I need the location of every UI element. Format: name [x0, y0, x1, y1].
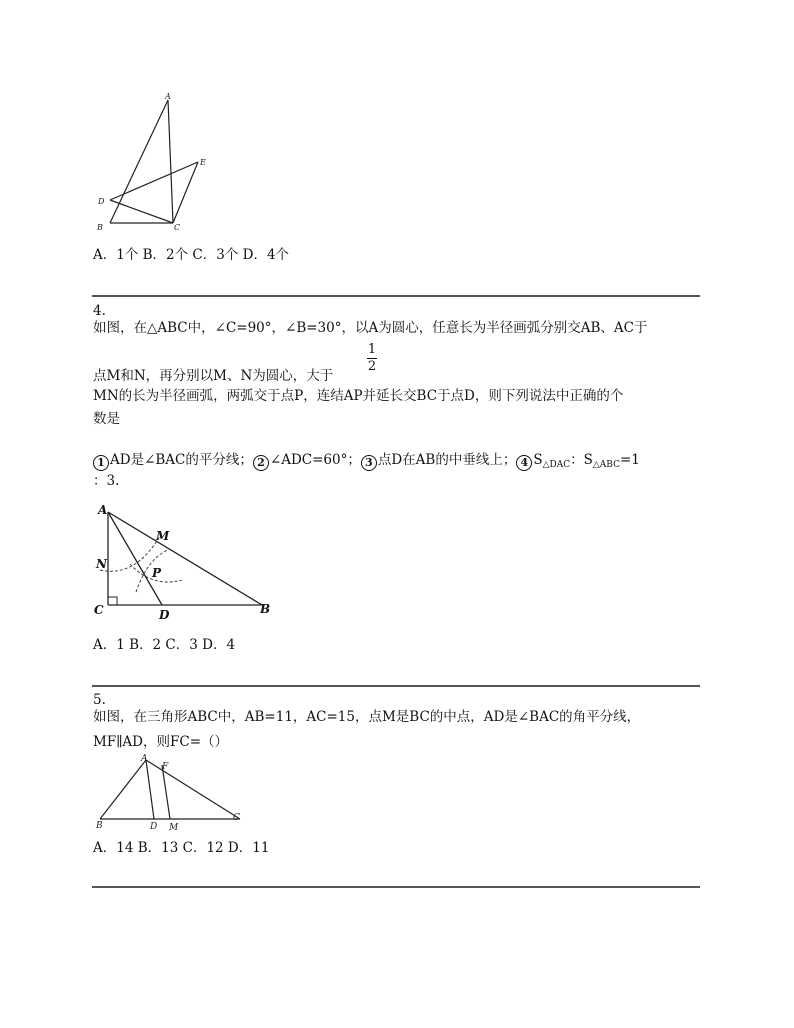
- label-C: C: [233, 813, 240, 823]
- divider-1: [92, 295, 700, 297]
- label-P: P: [152, 566, 162, 580]
- circled-number-3: 3: [361, 455, 377, 471]
- segment-AB: [110, 100, 168, 223]
- statement-2: ∠ADC=60°；: [269, 452, 361, 468]
- segment-AD: [108, 512, 162, 605]
- statement-4-mid: ：S: [570, 452, 593, 468]
- q4-line2: 点M和N，再分别以M、N为圆心，大于: [93, 368, 334, 384]
- segment-AD: [146, 760, 154, 819]
- q5-options: A．14 B．13 C．12 D．11: [93, 840, 270, 856]
- q4-line1: 如图，在△ABC中，∠C=90°，∠B=30°，以A为圆心，任意长为半径画弧分别交AB、AC于: [93, 320, 648, 336]
- circled-number-4: 4: [516, 455, 532, 471]
- q4-figure: [90, 500, 280, 625]
- statement-3: 点D在AB的中垂线上；: [377, 452, 517, 468]
- label-M: M: [169, 823, 179, 833]
- segment-DC: [110, 200, 173, 223]
- q3-figure: [90, 90, 220, 238]
- label-F: F: [162, 762, 169, 772]
- q4-frac-denominator: 2: [367, 359, 377, 374]
- label-M: M: [156, 529, 170, 543]
- statement-1: AD是∠BAC的平分线；: [110, 452, 253, 468]
- label-E: E: [200, 158, 206, 167]
- segment-AB: [108, 512, 262, 605]
- statement-4-sub2: △ABC: [592, 460, 620, 470]
- circled-number-2: 2: [253, 455, 269, 471]
- label-B: B: [97, 223, 103, 232]
- q5-figure: [90, 752, 250, 834]
- segment-AC: [146, 760, 240, 819]
- q5-number: 5.: [93, 692, 106, 708]
- label-C: C: [94, 603, 104, 617]
- label-A: A: [165, 92, 171, 101]
- q4-options: A．1 B．2 C．3 D．4: [93, 637, 236, 653]
- q5-line1: 如图，在三角形ABC中，AB=11，AC=15，点M是BC的中点，AD是∠BAC的角平分线，: [93, 709, 641, 725]
- circled-number-1: 1: [93, 455, 109, 471]
- q3-options: A．1个 B．2个 C．3个 D．4个: [93, 247, 290, 263]
- label-N: N: [96, 557, 107, 571]
- arc-center-A: [100, 536, 160, 571]
- q4-statements-line2: ：3.: [93, 473, 120, 489]
- label-C: C: [174, 223, 181, 232]
- label-D: D: [98, 197, 105, 206]
- divider-3: [92, 886, 700, 888]
- right-angle-mark: [108, 597, 117, 605]
- statement-4-s: S: [533, 452, 543, 468]
- divider-2: [92, 685, 700, 687]
- segment-AB: [100, 760, 146, 819]
- q4-number: 4.: [93, 303, 106, 319]
- label-B: B: [260, 602, 271, 616]
- statement-4-end: =1: [619, 452, 640, 468]
- label-A: A: [141, 754, 148, 764]
- label-D: D: [150, 822, 158, 832]
- segment-AC: [168, 100, 173, 223]
- q4-line3: MN的长为半径画弧，两弧交于点P，连结AP并延长交BC于点D，则下列说法中正确的个: [93, 388, 624, 404]
- label-A: A: [98, 503, 108, 517]
- q5-line2: MF∥AD，则FC=（）: [93, 734, 229, 750]
- q4-statements: [93, 450, 640, 475]
- statement-4-sub1: △DAC: [542, 460, 571, 470]
- q4-frac-numerator: 1: [367, 342, 377, 357]
- label-D: D: [159, 608, 170, 622]
- q4-line4: 数是: [93, 411, 120, 427]
- label-B: B: [96, 821, 103, 831]
